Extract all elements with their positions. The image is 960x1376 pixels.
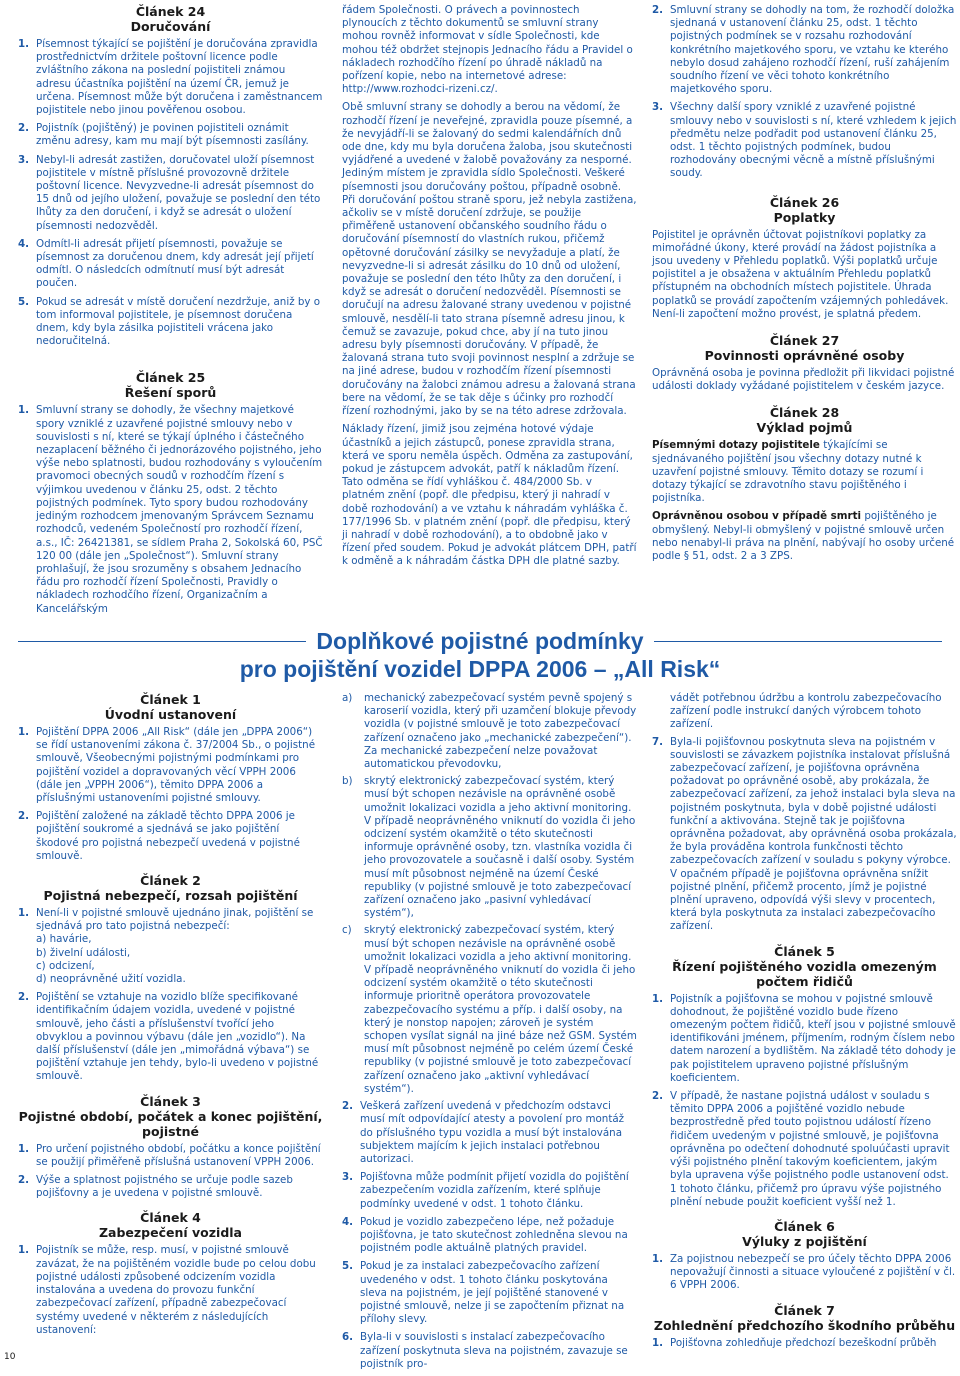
- article-2-item-1: 1. Není-li v pojistné smlouvě ujednáno jinak, pojištění se sjednává pro tato pojistná nebezpečí: a) havárie, b) živelní události, c) odcizení, d) neoprávněné užití vozidla.: [18, 907, 314, 986]
- column-6: [652, 692, 957, 1355]
- paragraph: řádem Společnosti. O právech a povinnostech plynoucích z těchto dokumentů se smluvní strany mohou rovněž informovat v sídle Společnosti, kde mohou též obdržet stejnopis Jednacího řádu a Pravidel o nákladech rozhodčího řízení po úhradě nákladů na pořízení kopie, nebo na internetové adrese: http://www.rozhodci-rizeni.cz/.: [342, 4, 633, 96]
- article-3-heading: Článek 3 Pojistné období, počátek a konec pojištění, pojistné: [18, 1093, 323, 1139]
- article-3-item-2: 2. Výše a splatnost pojistného se určuje podle sazeb pojišťovny a je uvedena v pojistné smlouvě.: [18, 1174, 293, 1200]
- article-5-heading: Článek 5 Řízení pojištěného vozidla omezeným počtem řidičů: [672, 943, 937, 989]
- article-26-heading: Článek 26 Poplatky: [769, 194, 840, 225]
- list-item: a) mechanický zabezpečovací systém pevně spojený s karoserií vozidla, který při uzamčení blokuje převody vozidla (v pojistné smlouvě je toto zabezpečovací zařízení označeno jako „mechanické zabezpečení“). Za mechanické zabezpečení nelze považovat automatickou převodovku,: [342, 692, 637, 771]
- paragraph: Obě smluvní strany se dohodly a berou na vědomí, že rozhodčí řízení je neveřejné, zpravidla pouze písemné, a že nevyjádří-li se žalovaný do sedmi kalendářních dnů ode dne, kdy mu byla doručena žaloba, jsou skutečnosti vyjádřené a uvedené v žalobě považovány za nesporné. Jediným místem je zpravidla sídlo Společnosti. Veškeré písemnosti jsou doručovány poštou, případně osobně. Při doručování poštou straně sporu, jež nebyla zastižena, ačkoliv se v místě doručení zdržuje, se použije přiměřeně ustanovení občanského soudního řádu o doručování písemností do vlastních rukou, přičemž opětovné doručování zásilky se nevyžaduje a platí, že nevyzvedne-li si adresát zásilku do 10 dnů od uložení, považuje se poslední den této lhůty za den doručení, i když se adresát o doručení nedozvěděl. Písemnosti se doručují na adresu žalované strany uvedenou v pojistné smlouvě, nesdělí-li tato strana písemně adresu jinou, k čemuž se zavazuje, pokud chce, aby jí na tuto jinou adresu byly písemnosti doručovány. V případě, že žalovaná strana tuto svoji povinnost nesplní a zdržuje se na jiné adrese, budou v rozhodčím řízení písemnosti doručovány na žalobci známou adresu a žalovaná strana bere na vědomí, že se tak děje s účinky pro rozhodčí řízení rozhodnými, jako by se na této adrese zdržovala.: [342, 101, 637, 418]
- article-25-item-3: 3. Všechny další spory vzniklé z uzavřené pojistné smlouvy nebo v souvislosti s ní, které vzhledem k jejich předmětu nelze podřadit pod ustanovení článku 25, odst. 1 těchto pojistných podmínek, budou rozhodovány obecnými věcně a místně příslušnými soudy.: [652, 101, 957, 180]
- article-1-heading: Článek 1 Úvodní ustanovení: [104, 692, 237, 722]
- article-24-item-4: 4. Odmítl-li adresát přijetí písemnosti, považuje se písemnost za doručenou dnem, kdy adresát její přijetí odmítl. O následcích odmítnutí musí být adresát poučen.: [18, 237, 314, 290]
- page-number: 10: [4, 1352, 16, 1362]
- article-4-item-2: 2. Veškerá zařízení uvedená v předchozím odstavci musí mít odpovídající atesty a povolení pro montáž do příslušného typu vozidla a musí být instalována subjektem majícím k jejich instalaci potřebnou autorizaci.: [342, 1100, 625, 1165]
- article-2-item-2: 2. Pojištění se vztahuje na vozidlo blíže specifikované identifikačním údajem vozidla, uvedené v pojistné smlouvě, jeho části a příslušenství tvořící jeho obvyklou a povinnou výbavu (dále jen „vozidlo“). Na další příslušenství (dále jen „mimořádná výbava“) se pojištění vztahuje jen tehdy, bylo-li uvedeno v pojistné smlouvě.: [18, 991, 319, 1083]
- paragraph: Náklady řízení, jimiž jsou zejména hotové výdaje účastníků a jejich zástupců, ponese zpravidla strana, která ve sporu neměla úspěch. Odměna za zastupování, pokud je zástupcem advokát, patří k nákladům řízení. Tato odměna se řídí vyhláškou č. 484/2000 Sb. v platném znění (popř. dle předpisu, který ji nahradí v době rozhodování) a ve vztahu k náhradám vyhláška č. 177/1996 Sb. v platném znění (popř. dle předpisu, který ji nahradí v době rozhodování), a to obdobně jako v řízení před soudem. Pokud je advokát plátcem DPH, patří k odměně a k náhradám částka DPH dle platné sazby.: [342, 423, 637, 568]
- column-3: [652, 4, 957, 568]
- article-3-item-1: 1. Pro určení pojistného období, počátku a konce pojištění se použijí přiměřeně příslušná ustanovení VPPH 2006.: [18, 1142, 321, 1168]
- article-6-item-1: 1. Za pojistnou nebezpečí se pro účely těchto DPPA 2006 nepovažují činnosti a situace vyloučené z pojištění v čl. 6 VPPH 2006.: [652, 1252, 956, 1292]
- definition-2: Oprávněnou osobou v případě smrti pojištěného je obmyšlený. Nebyl-li obmyšlený v pojistné smlouvě určen nebo nenabyl-li práva na plnění, nabývají ho osoby určené podle § 51, odst. 2 a 3 ZPS.: [652, 510, 955, 563]
- column-4: [18, 692, 323, 1342]
- banner-title-line2: pro pojištění vozidel DPPA 2006 – „All Risk“: [239, 656, 721, 682]
- article-24-item-1: 1. Písemnost týkající se pojištění je doručována zpravidla prostřednictvím držitele poštovní licence podle zvláštního zákona na poslední pojistiteli známou adresu účastníka pojištění na území ČR, jemuž je určena. Písemnost může být doručena i zaměstnancem pojistitele nebo jinou pověřenou osobou.: [18, 38, 323, 117]
- article-28-heading: Článek 28 Výklad pojmů: [756, 405, 853, 436]
- article-5-item-1: 1. Pojistník a pojišťovna se mohou v pojistné smlouvě dohodnout, že pojištěné vozidlo bude řízeno omezeným počtem řidičů, kteří jsou v pojistné smlouvě identifikováni jménem, příjmením, rodným číslem nebo datem narození a bydlištěm. Na základě této dohody je pak pojistitelem upraveno pojistné příslušným koeficientem.: [652, 992, 956, 1084]
- article-4-item-1: 1. Pojistník se může, resp. musí, v pojistné smlouvě zavázat, že na pojištěném vozidle bude po celou dobu pojistné události způsobené odcizením vozidla instalována a uvedena do provozu funkční zabezpečovací zařízení, případně zabezpečovací systémy uvedené v některém z následujících ustanovení:: [18, 1244, 316, 1336]
- column-5: [342, 692, 637, 1376]
- banner-title-line1: Doplňkové pojistné podmínky: [306, 628, 653, 654]
- article-4-item-4: 4. Pokud je vozidlo zabezpečeno lépe, než požaduje pojišťovna, je tato skutečnost zohledněna slevou na pojistném podle aktuálně platných pravidel.: [342, 1215, 628, 1255]
- article-24-heading: Článek 24 Doručování: [130, 4, 211, 34]
- article-7-heading: Článek 7 Zohlednění předchozího škodního průběhu: [653, 1302, 956, 1333]
- article-4-item-6: 6. Byla-li v souvislosti s instalací zabezpečovacího zařízení poskytnuta sleva na pojistném, zavazuje se pojistník pro-: [342, 1331, 628, 1370]
- article-1-item-2: 2. Pojištění založené na základě těchto DPPA 2006 je pojištění soukromé a sjednává se jako pojištění škodové pro pojistná nebezpečí uvedená v pojistné smlouvě.: [18, 810, 300, 862]
- article-24-item-2: 2. Pojistník (pojištěný) je povinen pojistiteli oznámit změnu adresy, kam mu mají být písemnosti zasílány.: [18, 122, 309, 148]
- article-6-heading: Článek 6 Výluky z pojištění: [742, 1218, 867, 1249]
- article-25-heading: Článek 25 Řešení sporů: [124, 370, 217, 401]
- article-7-item-1: 1. Pojišťovna zohledňuje předchozí bezeškodní průběh: [652, 1336, 937, 1349]
- article-4-heading: Článek 4 Zabezpečení vozidla: [98, 1210, 242, 1241]
- paragraph: Pojistitel je oprávněn účtovat pojistníkovi poplatky za mimořádné úkony, které provádí na žádost pojistníka a jsou uvedeny v Přehledu poplatků. Výši poplatků určuje pojistitel a je obsažena v aktuálním Přehledu poplatků přístupném na obchodních místech pojistitele. Úhrada poplatků se provádí započtením vzájemných pohledávek. Není-li započtení možno provést, je splatná předem.: [652, 228, 949, 320]
- article-25-item-2: 2. Smluvní strany se dohodly na tom, že rozhodčí doložka sjednaná v ustanovení článku 25, odst. 1 těchto pojistných podmínek se v rozsahu rozhodování konkrétního majetkového sporu, ve vztahu ke kterého nebylo dosud zahájeno rozhodčí řízení, ruší zahájením soudního řízení ve věci tohoto konkrétního majetkového sporu.: [652, 4, 955, 96]
- article-2-heading: Článek 2 Pojistná nebezpečí, rozsah pojištění: [43, 873, 298, 904]
- article-1-item-1: 1. Pojištění DPPA 2006 „All Risk“ (dále jen „DPPA 2006“) se řídí ustanoveními zákona č. 37/2004 Sb., o pojistné smlouvě, Všeobecnými pojistnými podmínkami pro pojištění vozidel a dopravovaných věcí VPPH 2006 (dále jen „VPPH 2006“), těmito DPPA 2006 a příslušnými ustanoveními pojistné smlouvy.: [18, 726, 316, 805]
- column-2: [342, 4, 637, 574]
- article-4-item-7: 7. Byla-li pojišťovnou poskytnuta sleva na pojistném v souvislosti se závazkem pojistníka instalovat příslušná zabezpečovací zařízení, je pojišťovna oprávněna požadovat po oprávněné osobě, aby prokázala, že zabezpečovací zařízení, za jehož instalaci byla sleva na pojistném poskytnuta, byla v době pojistné události funkční a aktivována. Stejně tak je pojišťovna oprávněna požadovat, aby oprávněná osoba prokázala, že byla prováděna kontrola funkčnosti těchto zabezpečovacích zařízení v souladu s pokyny výrobce. V opačném případě je pojišťovna oprávněna snížit pojistné plnění, přičemž procento, jímž je pojistné plnění upraveno, odpovídá výši slevy v procentech, která byla poskytnuta za instalaci zabezpečovacího zařízení.: [652, 735, 957, 933]
- paragraph-continued: vádět potřebnou údržbu a kontrolu zabezpečovacího zařízení podle instrukcí daných výrobcem tohoto zařízení.: [670, 692, 942, 731]
- paragraph: Oprávněná osoba je povinna předložit při likvidaci pojistné události doklady vyžádané pojistitelem v českém jazyce.: [652, 367, 955, 393]
- article-25-item-1: 1. Smluvní strany se dohodly, že všechny majetkové spory vzniklé z uzavřené pojistné smlouvy nebo v souvislosti s ní, které se týkají úplného i částečného nezaplacení běžného či jednorázového pojistného, jeho výše nebo splatnosti, budou rozhodovány s vyloučením pravomoci obecných soudů v rozhodčím řízení s výjimkou uvedenou v článku 25, odst. 2 těchto pojistných podmínek. Tyto spory budou rozhodovány jediným rozhodcem jmenovaným Správcem Seznamu rozhodců, vedeném Společností pro rozhodčí řízení, a.s., IČ: 26421381, se sídlem Praha 2, Sokolská 60, PSČ 120 00 (dále jen „Společnost“). Smluvní strany prohlašují, že jsou srozuměny s obsahem Jednacího řádu pro rozhodčí řízení Společnosti, Pravidly o nákladech rozhodčího řízení, Organizačním a Kancelářským: [18, 404, 323, 615]
- article-4-item-5: 5. Pokud je za instalaci zabezpečovacího zařízení uvedeného v odst. 1 tohoto článku poskytována sleva na pojistném, je její pojištěné stanovené v pojistné smlouvě, nelze ji se započtením přiznat na přílohy slevy.: [342, 1260, 625, 1326]
- article-27-heading: Článek 27 Povinnosti oprávněné osoby: [704, 333, 905, 364]
- definition-1: Písemnými dotazy pojistitele týkajícími se sjednávaného pojištění jsou všechny dotazy nutné k uzavření pojistné smlouvy. Těmito dotazy se rozumí i dotazy týkající se zdravotního stavu pojištěného i pojistníka.: [652, 439, 924, 505]
- section-banner: [0, 628, 960, 690]
- article-24-item-3: 3. Nebyl-li adresát zastižen, doručovatel uloží písemnost pojistitele v místně příslušné provozovně držitele poštovní licence. Nevyzvedne-li adresát písemnost do 15 dnů od jejího uložení, považuje se poslední den této lhůty za den doručení, i když se adresát o uložení písemnosti nedozvěděl.: [18, 153, 321, 232]
- article-24-item-5: 5. Pokud se adresát v místě doručení nezdržuje, aniž by o tom informoval pojistitele, je písemnost doručena dnem, kdy byla zásilka pojistiteli vrácena jako nedoručitelná.: [18, 295, 321, 348]
- article-4-item-3: 3. Pojišťovna může podmínit přijetí vozidla do pojištění zabezpečením vozidla zařízením, které splňuje podmínky uvedené v odst. 1 tohoto článku.: [342, 1171, 629, 1210]
- list-item: c) skrytý elektronický zabezpečovací systém, který musí být schopen nezávisle na oprávněné osobě umožnit lokalizaci vozidla a jeho aktivní monitoring. V případě neoprávněného vniknutí do vozidla či jeho odcizení systém okamžitě o této skutečnosti informuje prioritně operátora provozovatele zabezpečovacího systému a příp. i další osoby, na který je nonstop napojen; zároveň je systém schopen vysílat signál na jiné báze než GSM. Systém musí mít působnost nejméně po celém území České republiky (v pojistné smlouvě je toto zabezpečovací zařízení označeno jako „aktivní vyhledávací systém“).: [342, 924, 637, 1095]
- column-1: [18, 4, 323, 621]
- list-item: b) skrytý elektronický zabezpečovací systém, který musí být schopen nezávisle na oprávněné osobě umožnit lokalizaci vozidla a jeho aktivní monitoring. V případě neoprávněného vniknutí do vozidla či jeho odcizení systém okamžitě o této skutečnosti informuje oprávněné osoby, tzn. vlastníka vozidla či jeho provozovatele a současně i další osoby. Systém musí mít působnost nejméně na území České republiky (v pojistné smlouvě je toto zabezpečovací zařízení označeno jako „pasivní vyhledávací systém“),: [342, 775, 636, 920]
- article-5-item-2: 2. V případě, že nastane pojistná událost v souladu s těmito DPPA 2006 a pojištěné vozidlo nebude bezprostředně před touto pojistnou událostí řízeno řidičem uvedeným v pojistné smlouvě, je pojišťovna oprávněna po odečtení dohodnuté spoluúčasti upravit výši pojistného plnění takovým koeficientem, jakým byla upravena výše pojistného podle ustanovení odst. 1 tohoto článku, přičemž pro úpravu výše pojistného plnění nebude použit koeficient vyšší než 1.: [652, 1090, 950, 1208]
